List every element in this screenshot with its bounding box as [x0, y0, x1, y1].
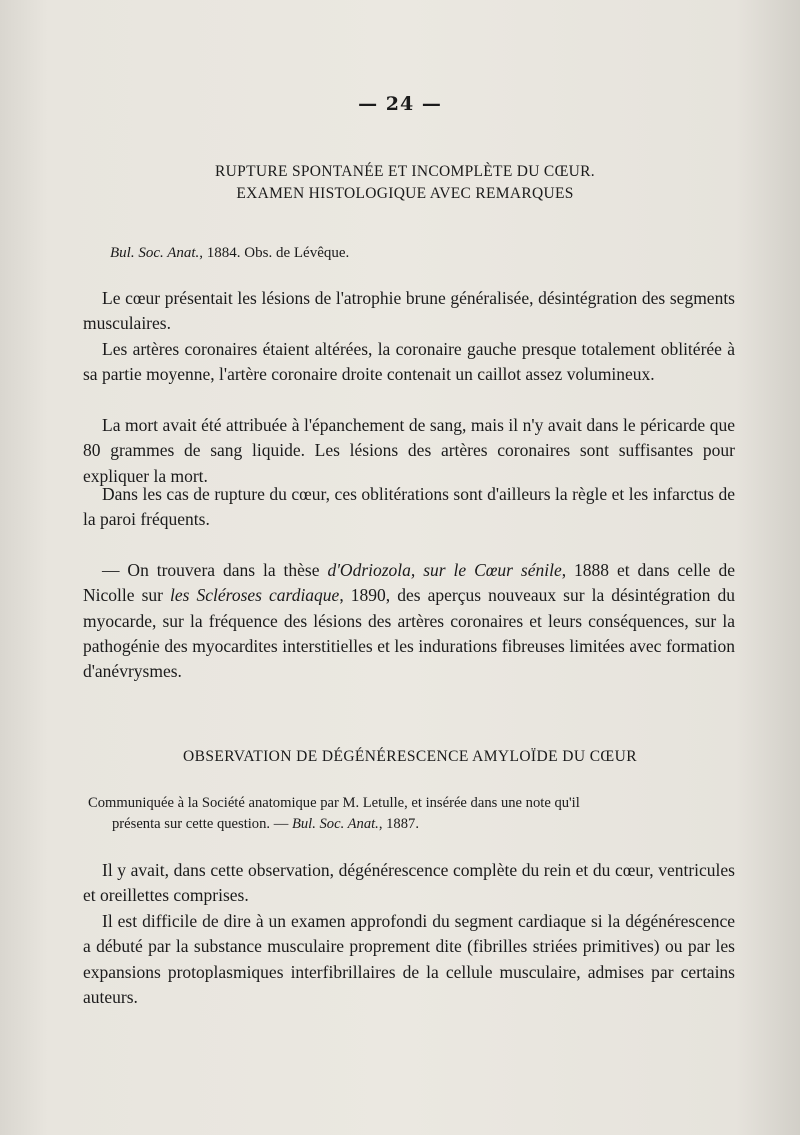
paragraph-text: Il est difficile de dire à un examen approfondi du segment cardiaque si la dégénérescence a débuté par la substance musculaire proprement dite (fibrilles striées primitives) ou par les expansions protoplasmiques interfibrillaires de la cellule musculaire, admises par certains auteurs. [83, 911, 735, 1007]
paragraph-text: Les artères coronaires étaient altérées, la coronaire gauche presque totalement oblitérée à sa partie moyenne, l'artère coronaire droite contenait un caillot assez volumineux. [83, 339, 735, 385]
section1-title-line1: RUPTURE SPONTANÉE ET INCOMPLÈTE DU CŒUR. [215, 163, 595, 180]
note-text-3: , 1890, des aperçus nouveaux sur la désintégration du myocarde, sur la fréquence des lésions des artères coronaires et leurs conséquences, sur la pathogénie des myocardites interstitielles et les indurations fibreuses limitées avec formation d'anévrysmes. [83, 585, 735, 682]
note-text-2: , 1888 et dans celle de Nicolle sur [83, 560, 736, 606]
paragraph-text: Il y avait, dans cette observation, dégénérescence complète du rein et du cœur, ventricules et oreillettes comprises. [83, 860, 735, 906]
section1-paragraph-4 [83, 482, 735, 533]
paragraph-text: Dans les cas de rupture du cœur, ces oblitérations sont d'ailleurs la règle et les infarctus de la paroi fréquents. [83, 484, 735, 530]
paragraph-text: La mort avait été attribuée à l'épanchement de sang, mais il n'y avait dans le péricarde que 80 grammes de sang liquide. Les lésions des artères coronaires sont suffisantes pour expliquer la mort. [83, 415, 735, 486]
reference-year-obs: , 1884. Obs. de Lévêque. [199, 245, 350, 261]
communication-text: présenta sur cette question. — [112, 816, 292, 832]
section1-paragraph-3 [83, 413, 735, 489]
section1-note [83, 558, 735, 684]
section2-title: OBSERVATION DE DÉGÉNÉRESCENCE AMYLOÏDE DU CŒUR [183, 748, 637, 765]
reference-journal: Bul. Soc. Anat. [110, 245, 200, 261]
note-title: les Scléroses cardiaque [170, 585, 340, 606]
section2-paragraph-1 [83, 858, 735, 909]
note-text-1: — On trouvera dans la thèse [102, 560, 328, 580]
communication-line1: Communiquée à la Société anatomique par M. Letulle, et insérée dans une note qu'il [88, 795, 580, 811]
section1-paragraph-1 [83, 286, 735, 337]
page-number: — 24 — [358, 93, 442, 115]
communication-journal: Bul. Soc. Anat. [291, 816, 379, 832]
note-author: d'Odriozola, sur le Cœur sénile [327, 560, 562, 580]
section1-paragraph-2 [83, 337, 735, 388]
paragraph-text: Le cœur présentait les lésions de l'atrophie brune généralisée, désintégration des segments musculaires. [83, 288, 735, 334]
section2-communication [88, 793, 748, 835]
communication-line2 [88, 814, 748, 835]
section1-title-line2: EXAMEN HISTOLOGIQUE AVEC REMARQUES [236, 185, 574, 202]
section1-reference [110, 245, 349, 262]
communication-year: , 1887. [378, 816, 419, 832]
section2-paragraph-2 [83, 909, 735, 1010]
